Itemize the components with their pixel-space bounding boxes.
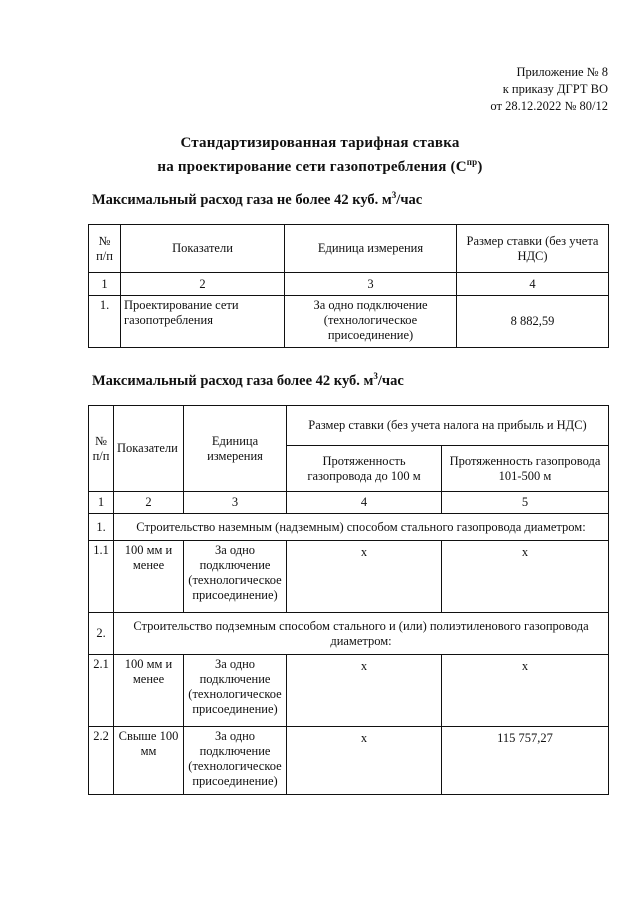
row-num: 2.2 (89, 727, 114, 795)
appendix-reference (388, 64, 608, 115)
col-number: 4 (287, 492, 442, 514)
row-num: 1.1 (89, 541, 114, 613)
value-text: х (521, 659, 529, 673)
group-num: 1. (89, 514, 114, 541)
row-value-101-500 (442, 541, 609, 613)
row-value-100 (287, 727, 442, 795)
appendix-line-2: к приказу ДГРТ ВО (502, 82, 608, 96)
row-num: 1. (89, 296, 121, 348)
col-number: 3 (285, 273, 457, 296)
row-value-100 (287, 655, 442, 727)
col-number: 1 (89, 492, 114, 514)
section-1-heading (92, 190, 422, 209)
row-unit: За одно подключение (технологическое присоединение) (184, 541, 287, 613)
section-2-heading-text: Максимальный расход газа более 42 куб. м (92, 372, 374, 389)
header-rate: Размер ставки (без учета НДС) (457, 225, 609, 273)
group-num: 2. (89, 613, 114, 655)
group-title: Строительство подземным способом стального и (или) полиэтиленового газопровода диаметром: (114, 613, 609, 655)
row-indicator: 100 мм и менее (114, 541, 184, 613)
row-unit: За одно подключение (технологическое присоединение) (285, 296, 457, 348)
header-indicators: Показатели (114, 406, 184, 492)
column-number-row (89, 492, 609, 514)
col-number: 1 (89, 273, 121, 296)
group-row (89, 613, 609, 655)
group-row (89, 514, 609, 541)
row-value-101-500 (442, 655, 609, 727)
row-value-101-500 (442, 727, 609, 795)
row-value: 8 882,59 (457, 296, 609, 348)
row-unit: За одно подключение (технологическое присоединение) (184, 655, 287, 727)
value-text: х (360, 731, 368, 745)
header-indicators: Показатели (121, 225, 285, 273)
header-rate: Размер ставки (без учета налога на прибыль и НДС) (287, 406, 609, 446)
rate-table-up-to-42 (88, 224, 609, 348)
section-1-heading-text: Максимальный расход газа не более 42 куб. м (92, 191, 392, 208)
col-number: 3 (184, 492, 287, 514)
row-unit: За одно подключение (технологическое присоединение) (184, 727, 287, 795)
title-line-2 (0, 153, 640, 177)
header-length-100: Протяженность газопровода до 100 м (287, 446, 442, 492)
table-row (89, 655, 609, 727)
group-title: Строительство наземным (надземным) способом стального газопровода диаметром: (114, 514, 609, 541)
value-text: х (360, 545, 368, 559)
header-num: № п/п (89, 406, 114, 492)
header-num: № п/п (89, 225, 121, 273)
row-indicator: Проектирование сети газопотребления (121, 296, 285, 348)
col-number: 2 (114, 492, 184, 514)
row-num: 2.1 (89, 655, 114, 727)
col-number: 4 (457, 273, 609, 296)
header-unit: Единица измерения (184, 406, 287, 492)
section-2-heading-sup: 3 (373, 371, 378, 381)
title-line-2-sup: пр (466, 157, 478, 167)
section-2-heading (92, 371, 404, 390)
title-line-2-text: на проектирование сети газопотребления (С (157, 159, 467, 175)
table-header-row (89, 406, 609, 446)
value-text: х (521, 545, 529, 559)
value-text: х (360, 659, 368, 673)
row-indicator: Свыше 100 мм (114, 727, 184, 795)
section-1-heading-sup: 3 (391, 190, 397, 200)
table-row (89, 541, 609, 613)
header-length-101-500: Протяженность газопровода 101-500 м (442, 446, 609, 492)
appendix-line-1: Приложение № 8 (516, 65, 608, 79)
section-2-heading-end: /час (377, 372, 404, 389)
row-indicator: 100 мм и менее (114, 655, 184, 727)
column-number-row (89, 273, 609, 296)
table-row (89, 296, 609, 348)
col-number: 5 (442, 492, 609, 514)
title-line-1: Стандартизированная тарифная ставка (180, 135, 460, 151)
section-1-heading-end: /час (396, 191, 423, 208)
table-header-row (89, 225, 609, 273)
header-unit: Единица измерения (285, 225, 457, 273)
value-text: 115 757,27 (497, 731, 553, 745)
document-title (0, 134, 640, 177)
table-row (89, 727, 609, 795)
rate-table-over-42 (88, 405, 609, 795)
col-number: 2 (121, 273, 285, 296)
title-line-2-end: ) (477, 159, 483, 175)
row-value-100 (287, 541, 442, 613)
appendix-line-3: от 28.12.2022 № 80/12 (490, 99, 608, 113)
